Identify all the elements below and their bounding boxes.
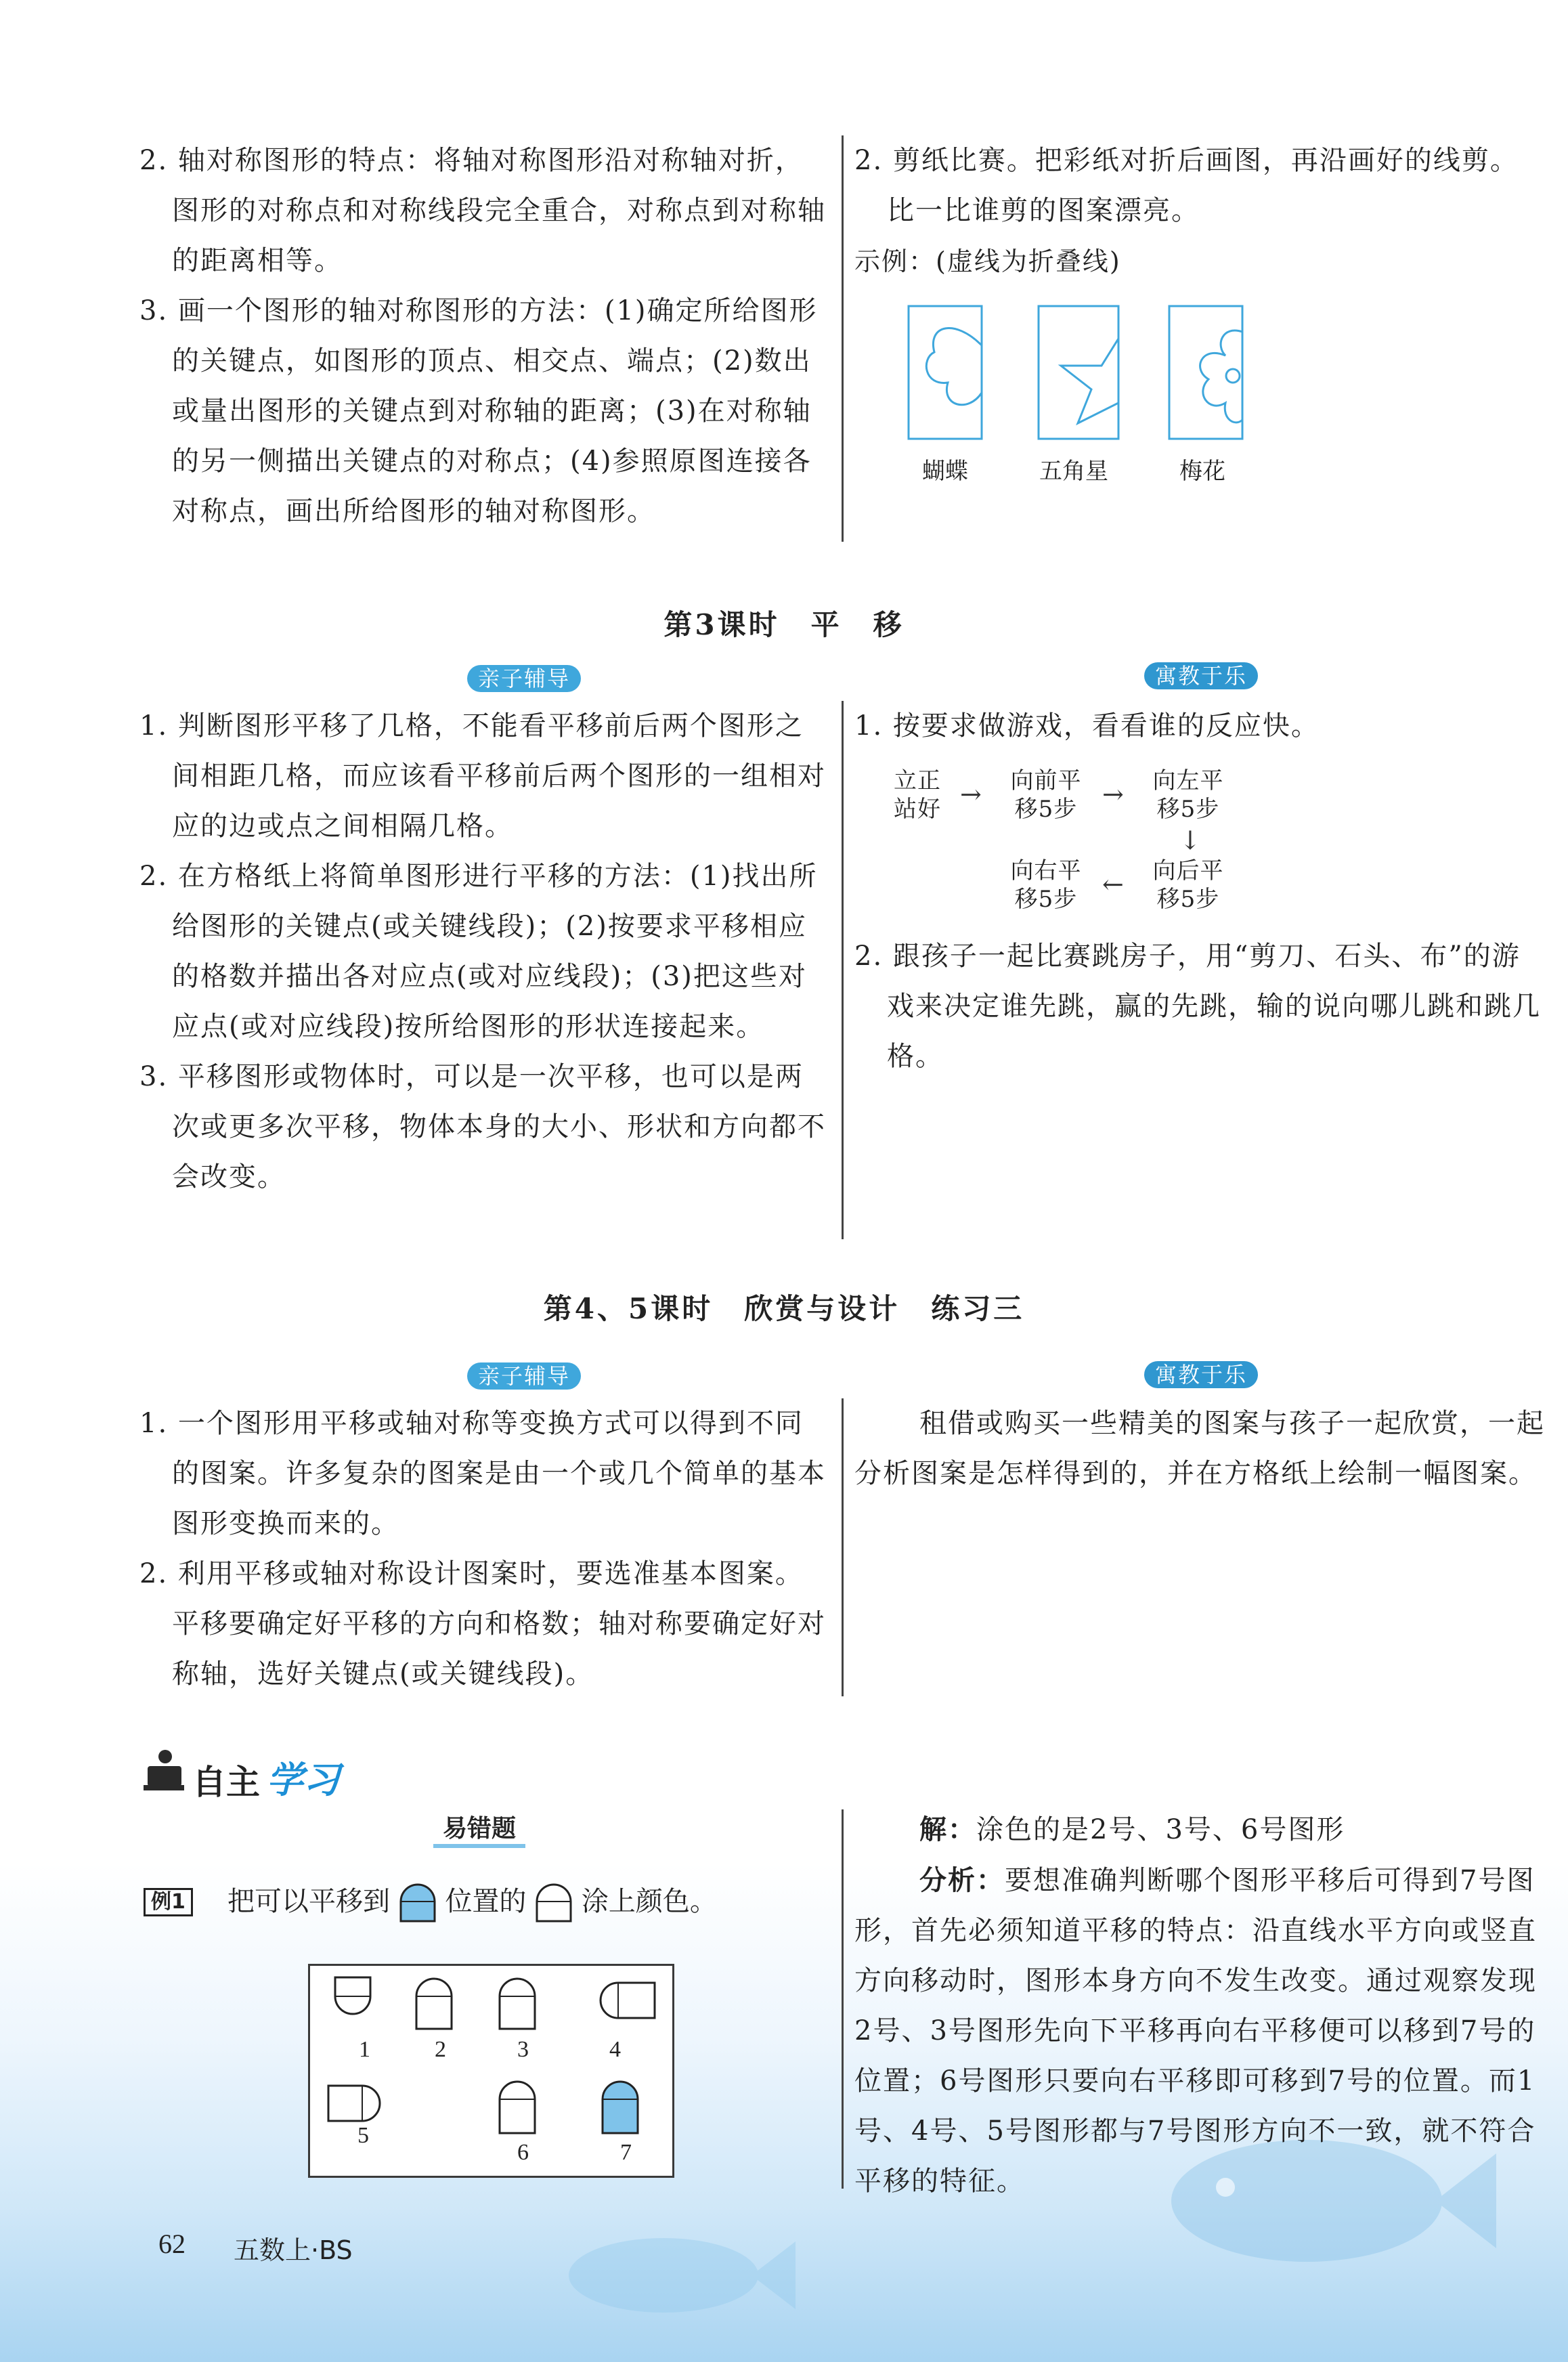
lesson3-tag-fun-learning: 寓教于乐 <box>1144 662 1258 689</box>
lesson3-left-item-3: 3. 平移图形或物体时，可以是一次平移，也可以是两次或更多次平移，物体本身的大小、形状和方向都不会改变。 <box>139 1061 826 1193</box>
top-left-item-2: 2. 轴对称图形的特点：将轴对称图形沿对称轴对折，图形的对称点和对称线段完全重合，对称点到对称轴的距离相等。 <box>139 145 826 276</box>
empty-arch-shape-icon <box>535 1883 573 1923</box>
lesson3-left-column <box>139 701 827 1202</box>
arrow-left-icon: ← <box>1102 869 1124 899</box>
reading-person-icon <box>139 1747 187 1795</box>
arrow-right-icon: → <box>960 779 982 809</box>
flow-step-stand-line2: 站好 <box>894 796 941 823</box>
answer-label: 解： <box>919 1813 976 1845</box>
flow-step-right <box>1002 857 1090 914</box>
shape-number-4: 4 <box>609 2037 621 2062</box>
column-divider <box>842 1809 844 2189</box>
flow-step-stand <box>880 767 955 823</box>
flow-step-right-line2: 移5步 <box>1014 886 1078 913</box>
answer-text: 涂色的是2号、3号、6号图形 <box>976 1814 1345 1845</box>
lesson3-right-item-2: 2. 跟孩子一起比赛跳房子，用“剪刀、石头、布”的游戏来决定谁先跳，赢的先跳，输的说向哪儿跳和跳几格。 <box>854 941 1541 1072</box>
butterfly-label: 蝴蝶 <box>922 458 968 485</box>
lesson3-left-item-1: 1. 判断图形平移了几格，不能看平移前后两个图形之间相距几格，而应该看平移前后两个图形的一组相对应的边或点之间相隔几格。 <box>139 710 826 842</box>
lesson3-right-item-2-block <box>854 931 1545 1081</box>
column-divider <box>842 135 844 542</box>
butterfly-papercut-icon <box>907 305 988 440</box>
flow-step-back-line1: 向后平 <box>1152 857 1224 884</box>
lesson45-left-column <box>139 1398 827 1699</box>
question-part1: 把可以平移到 <box>227 1886 390 1917</box>
lesson45-right-text: 租借或购买一些精美的图案与孩子一起欣赏，一起分析图案是怎样得到的，并在方格纸上绘制一幅图案。 <box>854 1408 1545 1489</box>
analysis-text: 要想准确判断哪个图形平移后可得到7号图形，首先必须知道平移的特点：沿直线水平方向或竖直方向移动时，图形本身方向不发生改变。通过观察发现2号、3号图形先向下平移再向右平移便可以移到7号的位置；6号图形只要向右平移即可移到7号的位置。而1号、4号、5号图形都与7号图形方向不一致，就不符合平移的特征。 <box>854 1865 1537 2197</box>
page-number: 62 <box>158 2229 186 2259</box>
top-right-column <box>854 135 1545 236</box>
column-divider <box>842 701 844 1239</box>
error-prone-badge: 易错题 <box>433 1809 525 1848</box>
flow-step-left-line2: 移5步 <box>1156 796 1220 823</box>
arrow-down-icon: ↓ <box>1179 825 1201 855</box>
flow-step-back <box>1144 857 1232 914</box>
flow-step-forward-line2: 移5步 <box>1014 796 1078 823</box>
fish-decoration-icon <box>555 2221 799 2329</box>
shape-number-5: 5 <box>357 2123 369 2148</box>
flow-step-back-line2: 移5步 <box>1156 886 1220 913</box>
answer-block <box>854 1805 1545 1855</box>
plum-blossom-papercut-icon <box>1168 305 1249 440</box>
shape-number-6: 6 <box>517 2140 529 2165</box>
lesson45-right-column <box>854 1398 1545 1499</box>
flow-step-stand-line1: 立正 <box>894 767 941 794</box>
star-label: 五角星 <box>1039 458 1108 485</box>
shape-number-1: 1 <box>359 2037 370 2062</box>
lesson3-right-column <box>854 701 1545 751</box>
analysis-block <box>854 1855 1545 2206</box>
lesson3-right-item-1: 1. 按要求做游戏，看看谁的反应快。 <box>854 710 1320 742</box>
lesson3-tag-parent-guide: 亲子辅导 <box>467 665 581 692</box>
flow-step-forward-line1: 向前平 <box>1010 767 1082 794</box>
flow-step-right-line1: 向右平 <box>1010 857 1082 884</box>
lesson45-left-item-2: 2. 利用平移或轴对称设计图案时，要选准基本图案。平移要确定好平移的方向和格数；轴对称要确定好对称轴，选好关键点(或关键线段)。 <box>139 1558 826 1690</box>
shape-number-2: 2 <box>435 2037 446 2062</box>
plum-label: 梅花 <box>1179 458 1225 485</box>
self-study-logo-accent: 学习 <box>267 1759 340 1801</box>
question-part3: 涂上颜色。 <box>581 1886 717 1917</box>
example-label: 例1 <box>144 1888 193 1916</box>
lesson3-title: 第3课时 平 移 <box>663 608 905 641</box>
analysis-label: 分析： <box>919 1864 1005 1896</box>
lesson45-tag-parent-guide: 亲子辅导 <box>467 1362 581 1390</box>
top-left-item-3: 3. 画一个图形的轴对称图形的方法：(1)确定所给图形的关键点，如图形的顶点、相交点、端点；(2)数出或量出图形的关键点到对称轴的距离；(3)在对称轴的另一侧描出关键点的对称点；(4)参照原图连接各对称点，画出所给图形的轴对称图形。 <box>139 295 818 527</box>
lesson45-left-item-1: 1. 一个图形用平移或轴对称等变换方式可以得到不同的图案。许多复杂的图案是由一个或几个简单的基本图形变换而来的。 <box>139 1408 826 1539</box>
question-part2: 位置的 <box>445 1886 527 1917</box>
star-papercut-icon <box>1037 305 1125 440</box>
top-right-item-2: 2. 剪纸比赛。把彩纸对折后画图，再沿画好的线剪。比一比谁剪的图案漂亮。 <box>854 145 1519 226</box>
example-note: 示例：(虚线为折叠线) <box>854 246 1121 276</box>
flow-step-left-line1: 向左平 <box>1152 767 1224 794</box>
book-label: 五数上·BS <box>234 2235 353 2265</box>
flow-step-left <box>1144 767 1232 823</box>
lesson45-tag-fun-learning: 寓教于乐 <box>1144 1361 1258 1388</box>
filled-arch-shape-icon <box>399 1883 437 1923</box>
top-left-column <box>139 135 827 536</box>
lesson3-left-item-2: 2. 在方格纸上将简单图形进行平移的方法：(1)找出所给图形的关键点(或关键线段)；(2)按要求平移相应的格数并描出各对应点(或对应线段)；(3)把这些对应点(或对应线段)按所给图形的形状连接起来。 <box>139 861 818 1042</box>
lesson45-title: 第4、5课时 欣赏与设计 练习三 <box>543 1292 1025 1325</box>
shape-number-7: 7 <box>620 2140 632 2165</box>
flow-step-forward <box>1002 767 1090 823</box>
shape-number-3: 3 <box>517 2037 529 2062</box>
arrow-right-icon: → <box>1102 779 1124 809</box>
example-question <box>227 1883 717 1923</box>
self-study-logo-text: 自主 <box>192 1763 260 1802</box>
column-divider <box>842 1398 844 1696</box>
